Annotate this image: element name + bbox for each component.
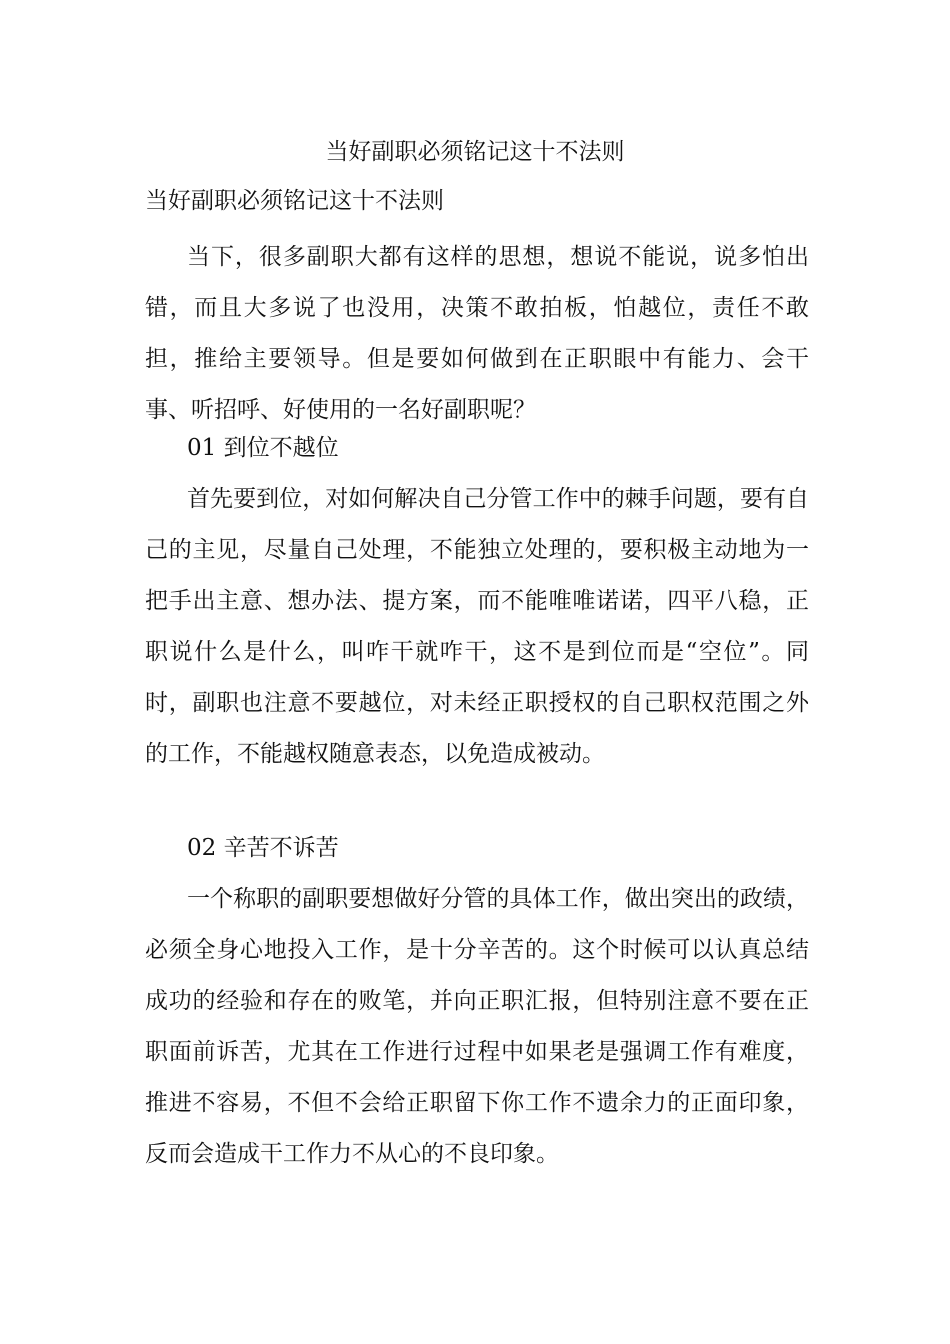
section-body-01: 首先要到位，对如何解决自己分管工作中的棘手问题，要有自己的主见，尽量自己处理，不能独立处理的，要积极主动地为一把手出主意、想办法、提方案，而不能唯唯诺诺，四平八稳，正职说什么是什么，叫咋干就咋干，这不是到位而是“空位”。同时，副职也注意不要越位，对未经正职授权的自己职权范围之外的工作，不能越权随意表态，以免造成被动。	[145, 486, 809, 767]
section-heading-02: 02 辛苦不诉苦	[187, 835, 339, 861]
intro-paragraph: 当下，很多副职大都有这样的思想，想说不能说，说多怕出错，而且大多说了也没用，决策不敢拍板，怕越位，责任不敢担，推给主要领导。但是要如何做到在正职眼中有能力、会干事、听招呼、好使用的一名好副职呢？	[145, 244, 809, 423]
section-heading-01: 01 到位不越位	[187, 435, 339, 461]
document-title: 当好副职必须铭记这十不法则	[325, 139, 625, 165]
section-body-02: 一个称职的副职要想做好分管的具体工作，做出突出的政绩，必须全身心地投入工作，是十分辛苦的。这个时候可以认真总结成功的经验和存在的败笔，并向正职汇报，但特别注意不要在正职面前诉苦，尤其在工作进行过程中如果老是强调工作有难度，推进不容易，不但不会给正职留下你工作不遗余力的正面印象，反而会造成干工作力不从心的不良印象。	[145, 886, 809, 1167]
document-subtitle: 当好副职必须铭记这十不法则	[145, 188, 444, 214]
